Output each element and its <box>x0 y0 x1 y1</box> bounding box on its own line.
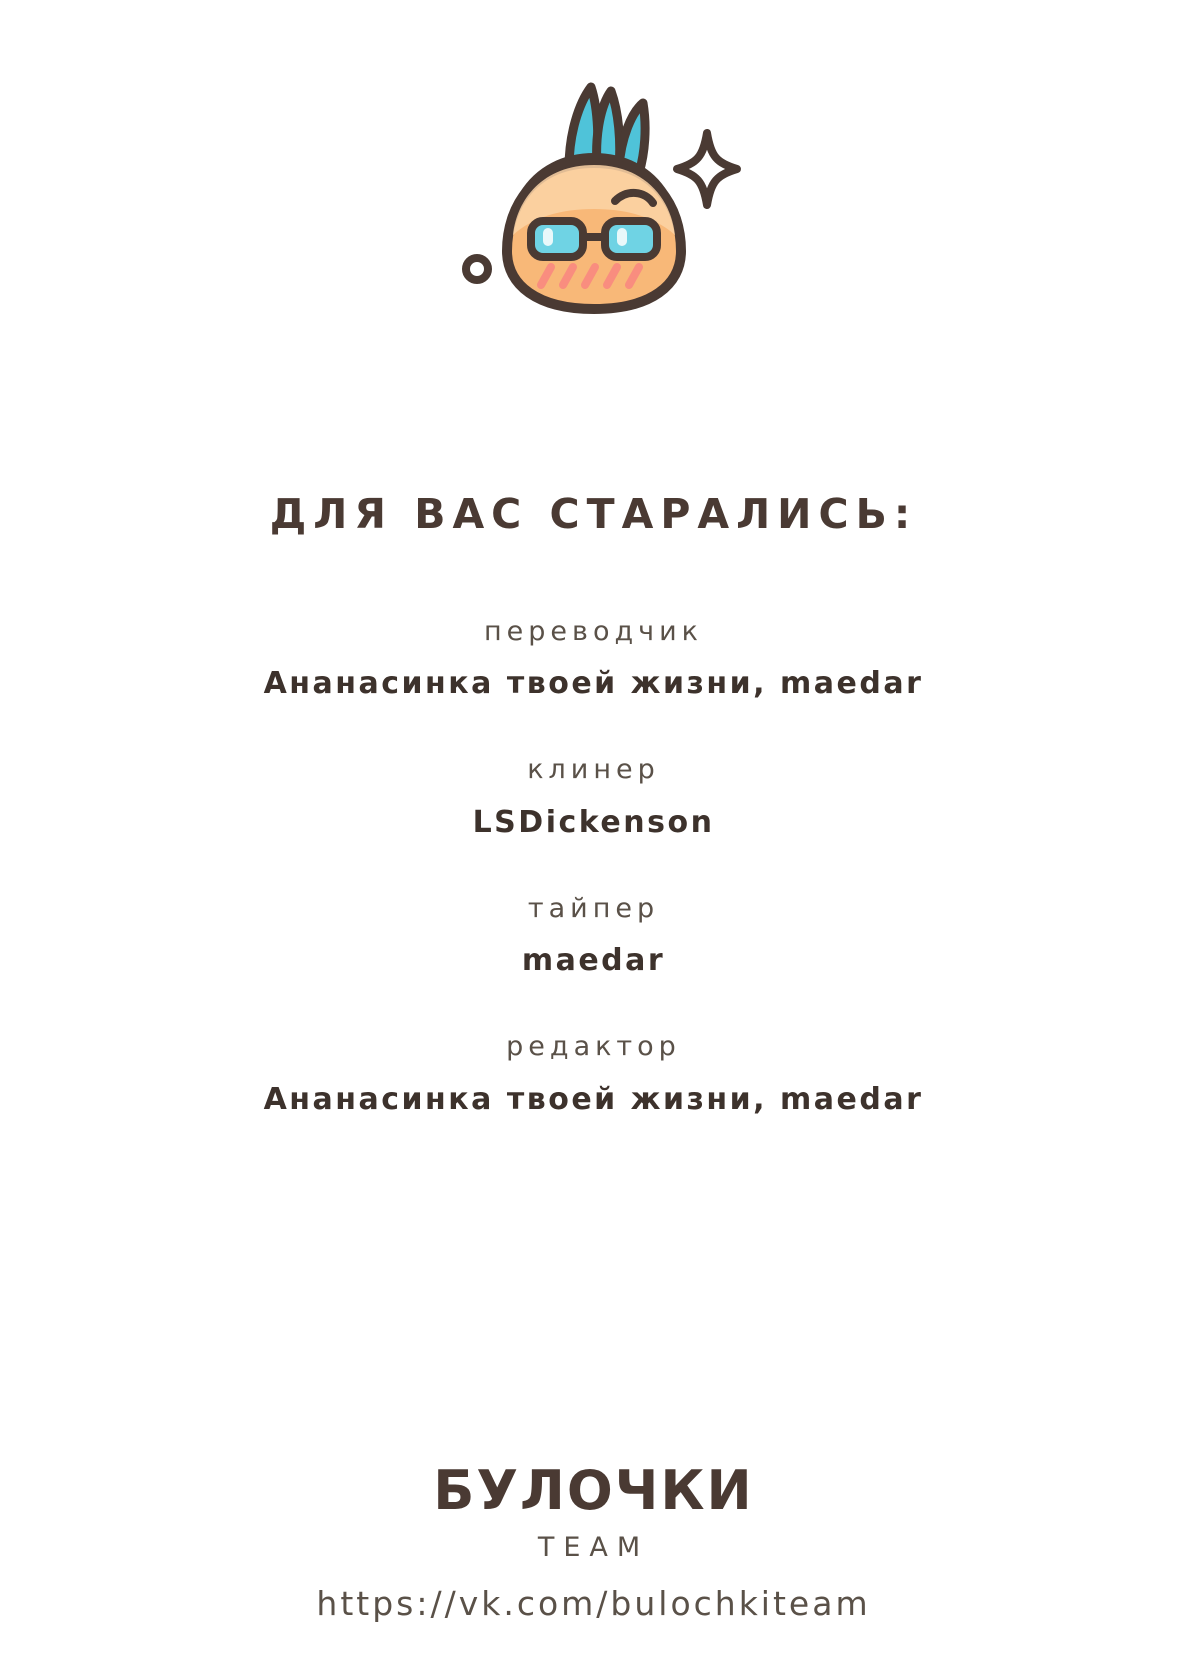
credit-entry <box>0 893 1187 979</box>
team-subtitle: TEAM <box>537 1532 650 1563</box>
credit-entry <box>0 616 1187 702</box>
footer <box>0 1459 1187 1623</box>
credit-name-value: Ананасинка твоей жизни, maedar <box>263 1081 924 1117</box>
credit-entry <box>0 754 1187 840</box>
bun-mascot-icon <box>414 70 774 340</box>
credits-list <box>0 616 1187 1118</box>
credit-role-label: клинер <box>527 754 660 786</box>
credit-role-label: переводчик <box>484 616 703 647</box>
small-circle-icon <box>466 258 488 280</box>
credit-role-label: редактор <box>506 1031 681 1063</box>
team-name: БУЛОЧКИ <box>433 1459 754 1522</box>
credit-role-label: тайпер <box>527 892 660 924</box>
sparkle-icon <box>677 133 737 205</box>
team-link[interactable]: https://vk.com/bulochkiteam <box>316 1584 871 1623</box>
credit-name-value: Ананасинка твоей жизни, maedar <box>263 666 924 702</box>
page-title: ДЛЯ ВАС СТАРАЛИСЬ: <box>269 490 918 538</box>
credit-entry <box>0 1031 1187 1117</box>
credit-name-value: LSDickenson <box>472 804 715 840</box>
credit-name-value: maedar <box>521 943 666 979</box>
